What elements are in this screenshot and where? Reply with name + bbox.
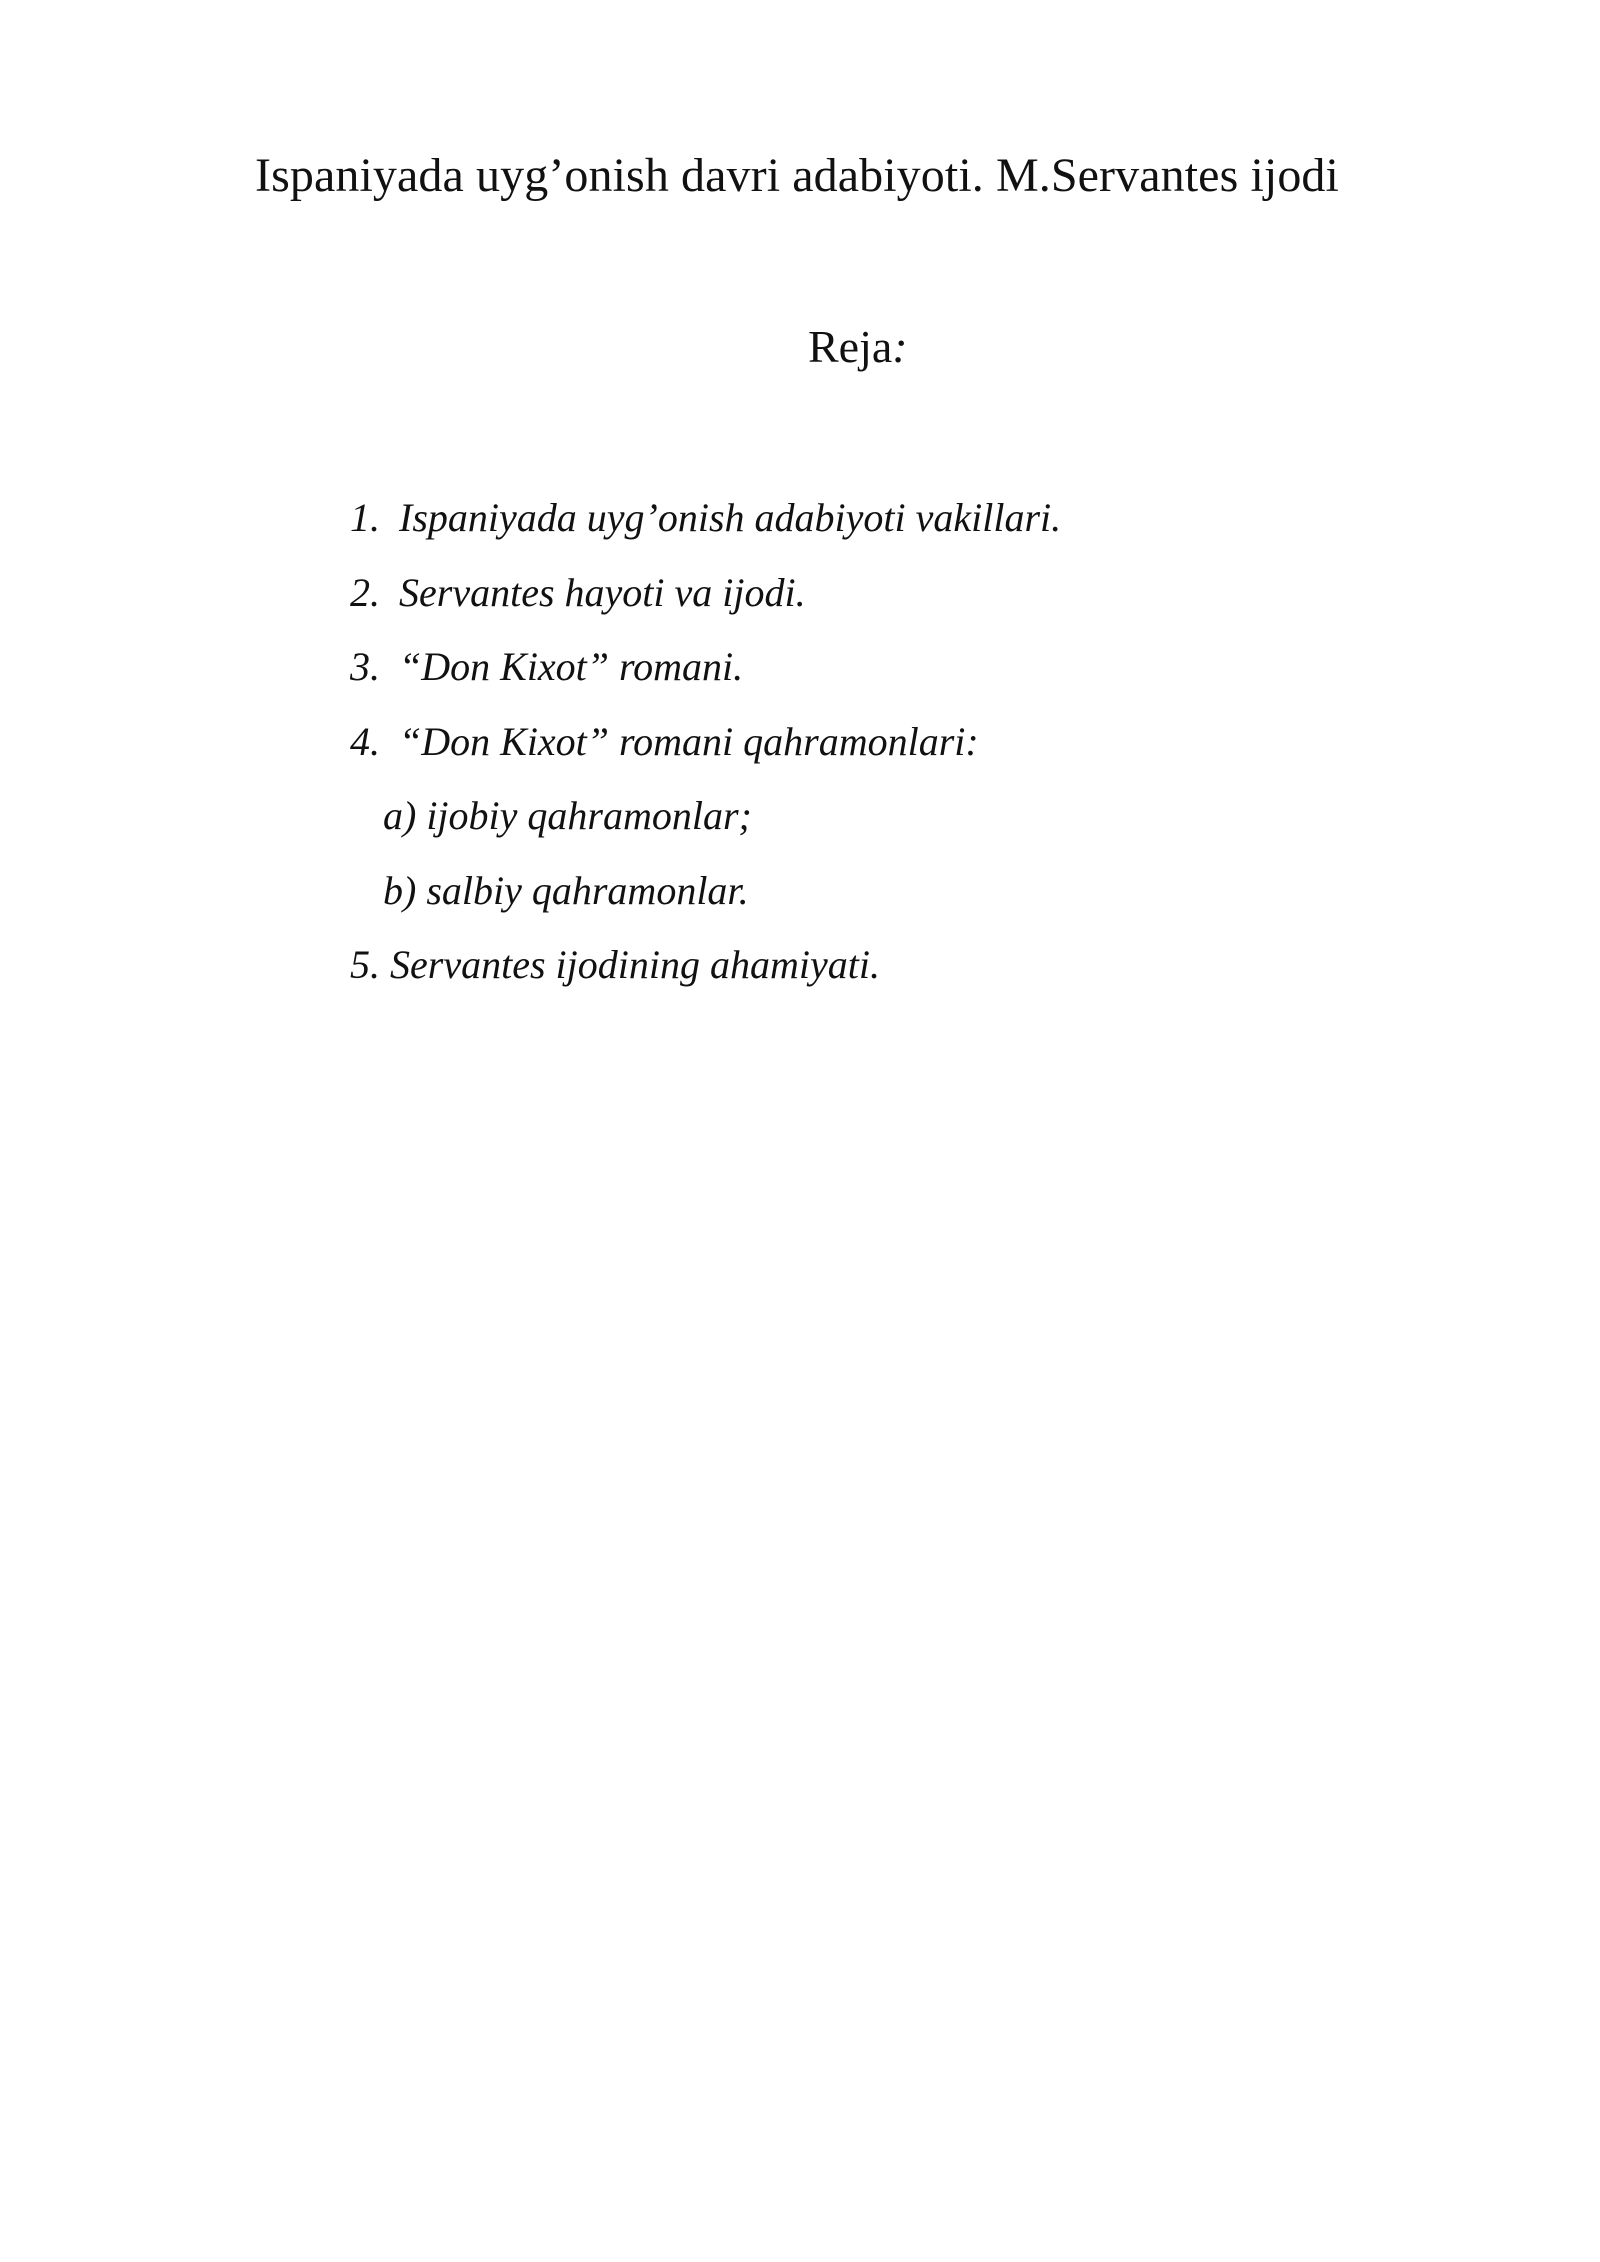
plan-subitem-text: a) ijobiy qahramonlar; — [383, 793, 752, 838]
plan-heading — [808, 321, 908, 372]
plan-item-number: 5. — [350, 942, 380, 987]
plan-item — [350, 569, 1061, 648]
plan-item-number: 1. — [350, 495, 380, 540]
plan-item — [350, 644, 1061, 722]
plan-item-number: 3. — [350, 644, 380, 689]
plan-list — [350, 495, 1062, 1020]
plan-subitem — [350, 867, 1061, 946]
plan-subitem-text: b) salbiy qahramonlar. — [383, 867, 749, 913]
plan-item-number: 4. — [350, 718, 380, 764]
plan-subitem — [350, 793, 1061, 871]
plan-item — [350, 718, 1061, 797]
plan-item-text: “Don Kixot” romani. — [399, 644, 744, 689]
plan-item-number: 2. — [350, 569, 380, 615]
plan-heading-colon: : — [892, 321, 908, 372]
document-title: Ispaniyada uyg’onish davri adabiyoti. M.Servantes ijodi — [255, 149, 1339, 202]
plan-heading-text: Reja — [808, 321, 893, 372]
plan-item-text: Ispaniyada uyg’onish adabiyoti vakillari. — [399, 495, 1062, 540]
plan-item-text: Servantes hayoti va ijodi. — [399, 569, 806, 615]
plan-item — [350, 495, 1062, 573]
plan-item-text: “Don Kixot” romani qahramonlari: — [399, 718, 979, 764]
plan-item — [350, 942, 1061, 1020]
plan-item-text: Servantes ijodining ahamiyati. — [390, 942, 880, 987]
